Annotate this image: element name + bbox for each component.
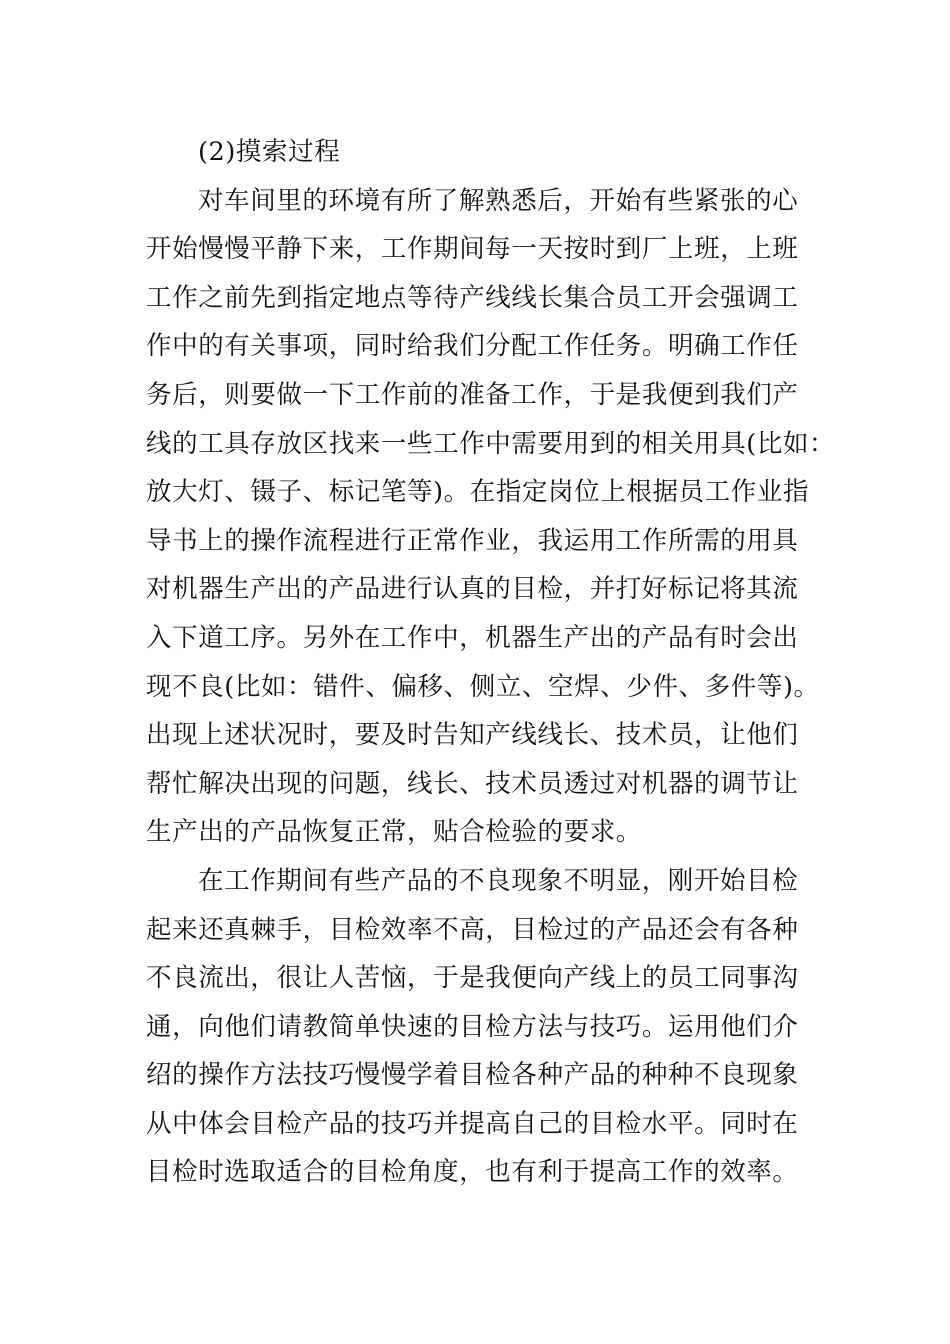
paragraph-1-line: 线的工具存放区找来一些工作中需要用到的相关用具(比如： xyxy=(146,428,836,459)
paragraph-2-line: 起来还真棘手，目检效率不高，目检过的产品还会有各种 xyxy=(146,914,799,945)
paragraph-1-line: 务后，则要做一下工作前的准备工作，于是我便到我们产 xyxy=(146,379,799,410)
paragraph-1-line: 对车间里的环境有所了解熟悉后，开始有些紧张的心 xyxy=(198,185,799,216)
paragraph-2-line: 目检时选取适合的目检角度，也有利于提高工作的效率。 xyxy=(146,1157,799,1188)
paragraph-1-line: 帮忙解决出现的问题，线长、技术员透过对机器的调节让 xyxy=(146,768,799,799)
paragraph-2-line: 绍的操作方法技巧慢慢学着目检各种产品的种种不良现象 xyxy=(146,1060,799,1091)
paragraph-2-line: 通，向他们请教简单快速的目检方法与技巧。运用他们介 xyxy=(146,1011,799,1042)
paragraph-1-line: 对机器生产出的产品进行认真的目检，并打好标记将其流 xyxy=(146,574,799,605)
paragraph-2-line: 不良流出，很让人苦恼，于是我便向产线上的员工同事沟 xyxy=(146,963,799,994)
paragraph-1-line: 现不良(比如：错件、偏移、侧立、空焊、少件、多件等)。 xyxy=(146,671,820,702)
document-body xyxy=(146,128,836,1197)
paragraph-1-line: 作中的有关事项，同时给我们分配工作任务。明确工作任 xyxy=(146,331,799,362)
paragraph-1-line: 工作之前先到指定地点等待产线线长集合员工开会强调工 xyxy=(146,282,799,313)
paragraph-1-line: 放大灯、镊子、标记笔等)。在指定岗位上根据员工作业指 xyxy=(146,477,810,508)
paragraph-1-line: 出现上述状况时，要及时告知产线线长、技术员，让他们 xyxy=(146,720,799,751)
paragraph-2-line: 从中体会目检产品的技巧并提高自己的目检水平。同时在 xyxy=(146,1108,799,1139)
paragraph-1-line: 开始慢慢平静下来，工作期间每一天按时到厂上班，上班 xyxy=(146,234,799,265)
paragraph-1-line: 入下道工序。另外在工作中，机器生产出的产品有时会出 xyxy=(146,622,799,653)
paragraph-1-line: 导书上的操作流程进行正常作业，我运用工作所需的用具 xyxy=(146,525,799,556)
paragraph-2-line: 在工作期间有些产品的不良现象不明显，刚开始目检 xyxy=(198,865,799,896)
section-heading: (2)摸索过程 xyxy=(198,137,341,167)
paragraph-1-line: 生产出的产品恢复正常，贴合检验的要求。 xyxy=(146,817,642,848)
